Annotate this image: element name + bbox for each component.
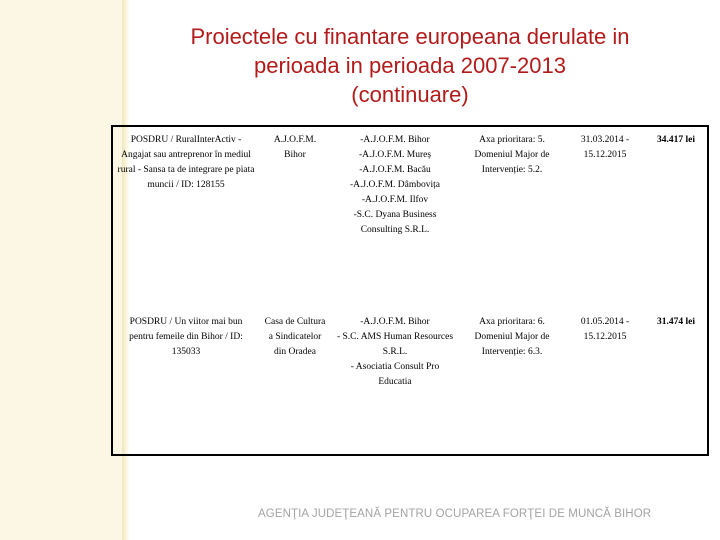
title-line-1: Proiectele cu finantare europeana derulate in (190, 24, 630, 49)
partner-item: - S.C. AMS Human Resources S.R.L. (336, 332, 454, 357)
slide-title (120, 22, 700, 109)
partners-cell (331, 309, 459, 455)
partner-item: -A.J.O.F.M. Dâmbovița (349, 180, 440, 190)
period-cell: 01.05.2014 - 15.12.2015 (580, 317, 630, 342)
partner-item: -A.J.O.F.M. Bacău (359, 165, 431, 175)
applicant-cell: Casa de Cultura a Sindicatelor din Oradea (264, 317, 326, 357)
applicant-cell: A.J.O.F.M. Bihor (273, 135, 317, 160)
projects-table (111, 125, 709, 456)
title-line-3: (continuare) (351, 82, 469, 107)
value-cell: 34.417 lei (657, 135, 695, 145)
project-name-cell: POSDRU / Un viitor mai bun pentru femeile din Bihor / ID: 135033 (129, 317, 243, 357)
partner-item: -S.C. Dyana Business Consulting S.R.L. (353, 210, 437, 235)
partner-item: -A.J.O.F.M. Mureș (358, 150, 432, 160)
footer-agency-name: AGENŢIA JUDEŢEANĂ PENTRU OCUPAREA FORŢEI DE MUNCĂ BIHOR (258, 508, 652, 520)
partner-item: -A.J.O.F.M. Ilfov (361, 195, 429, 205)
table-row (112, 126, 708, 309)
project-name-cell: POSDRU / RuralInterActiv - Angajat sau antreprenor în mediul rural - Sansa ta de integrare pe piata muncii / ID: 128155 (117, 135, 255, 190)
priority-axis-cell: Axa prioritara: 5. Domeniul Major de Intervenție: 5.2. (474, 135, 550, 175)
value-cell: 31.474 lei (657, 317, 695, 327)
partner-item: - Asociatia Consult Pro Educatia (350, 362, 440, 387)
decorative-side-strip (0, 0, 122, 540)
partner-item: -A.J.O.F.M. Bihor (360, 135, 430, 145)
partner-item: -A.J.O.F.M. Bihor (360, 317, 430, 327)
priority-axis-cell: Axa prioritara: 6. Domeniul Major de Intervenție: 6.3. (474, 317, 550, 357)
partners-cell (331, 126, 459, 309)
period-cell: 31.03.2014 - 15.12.2015 (580, 135, 630, 160)
title-line-2: perioada in perioada 2007-2013 (254, 53, 566, 78)
table-row (112, 309, 708, 455)
